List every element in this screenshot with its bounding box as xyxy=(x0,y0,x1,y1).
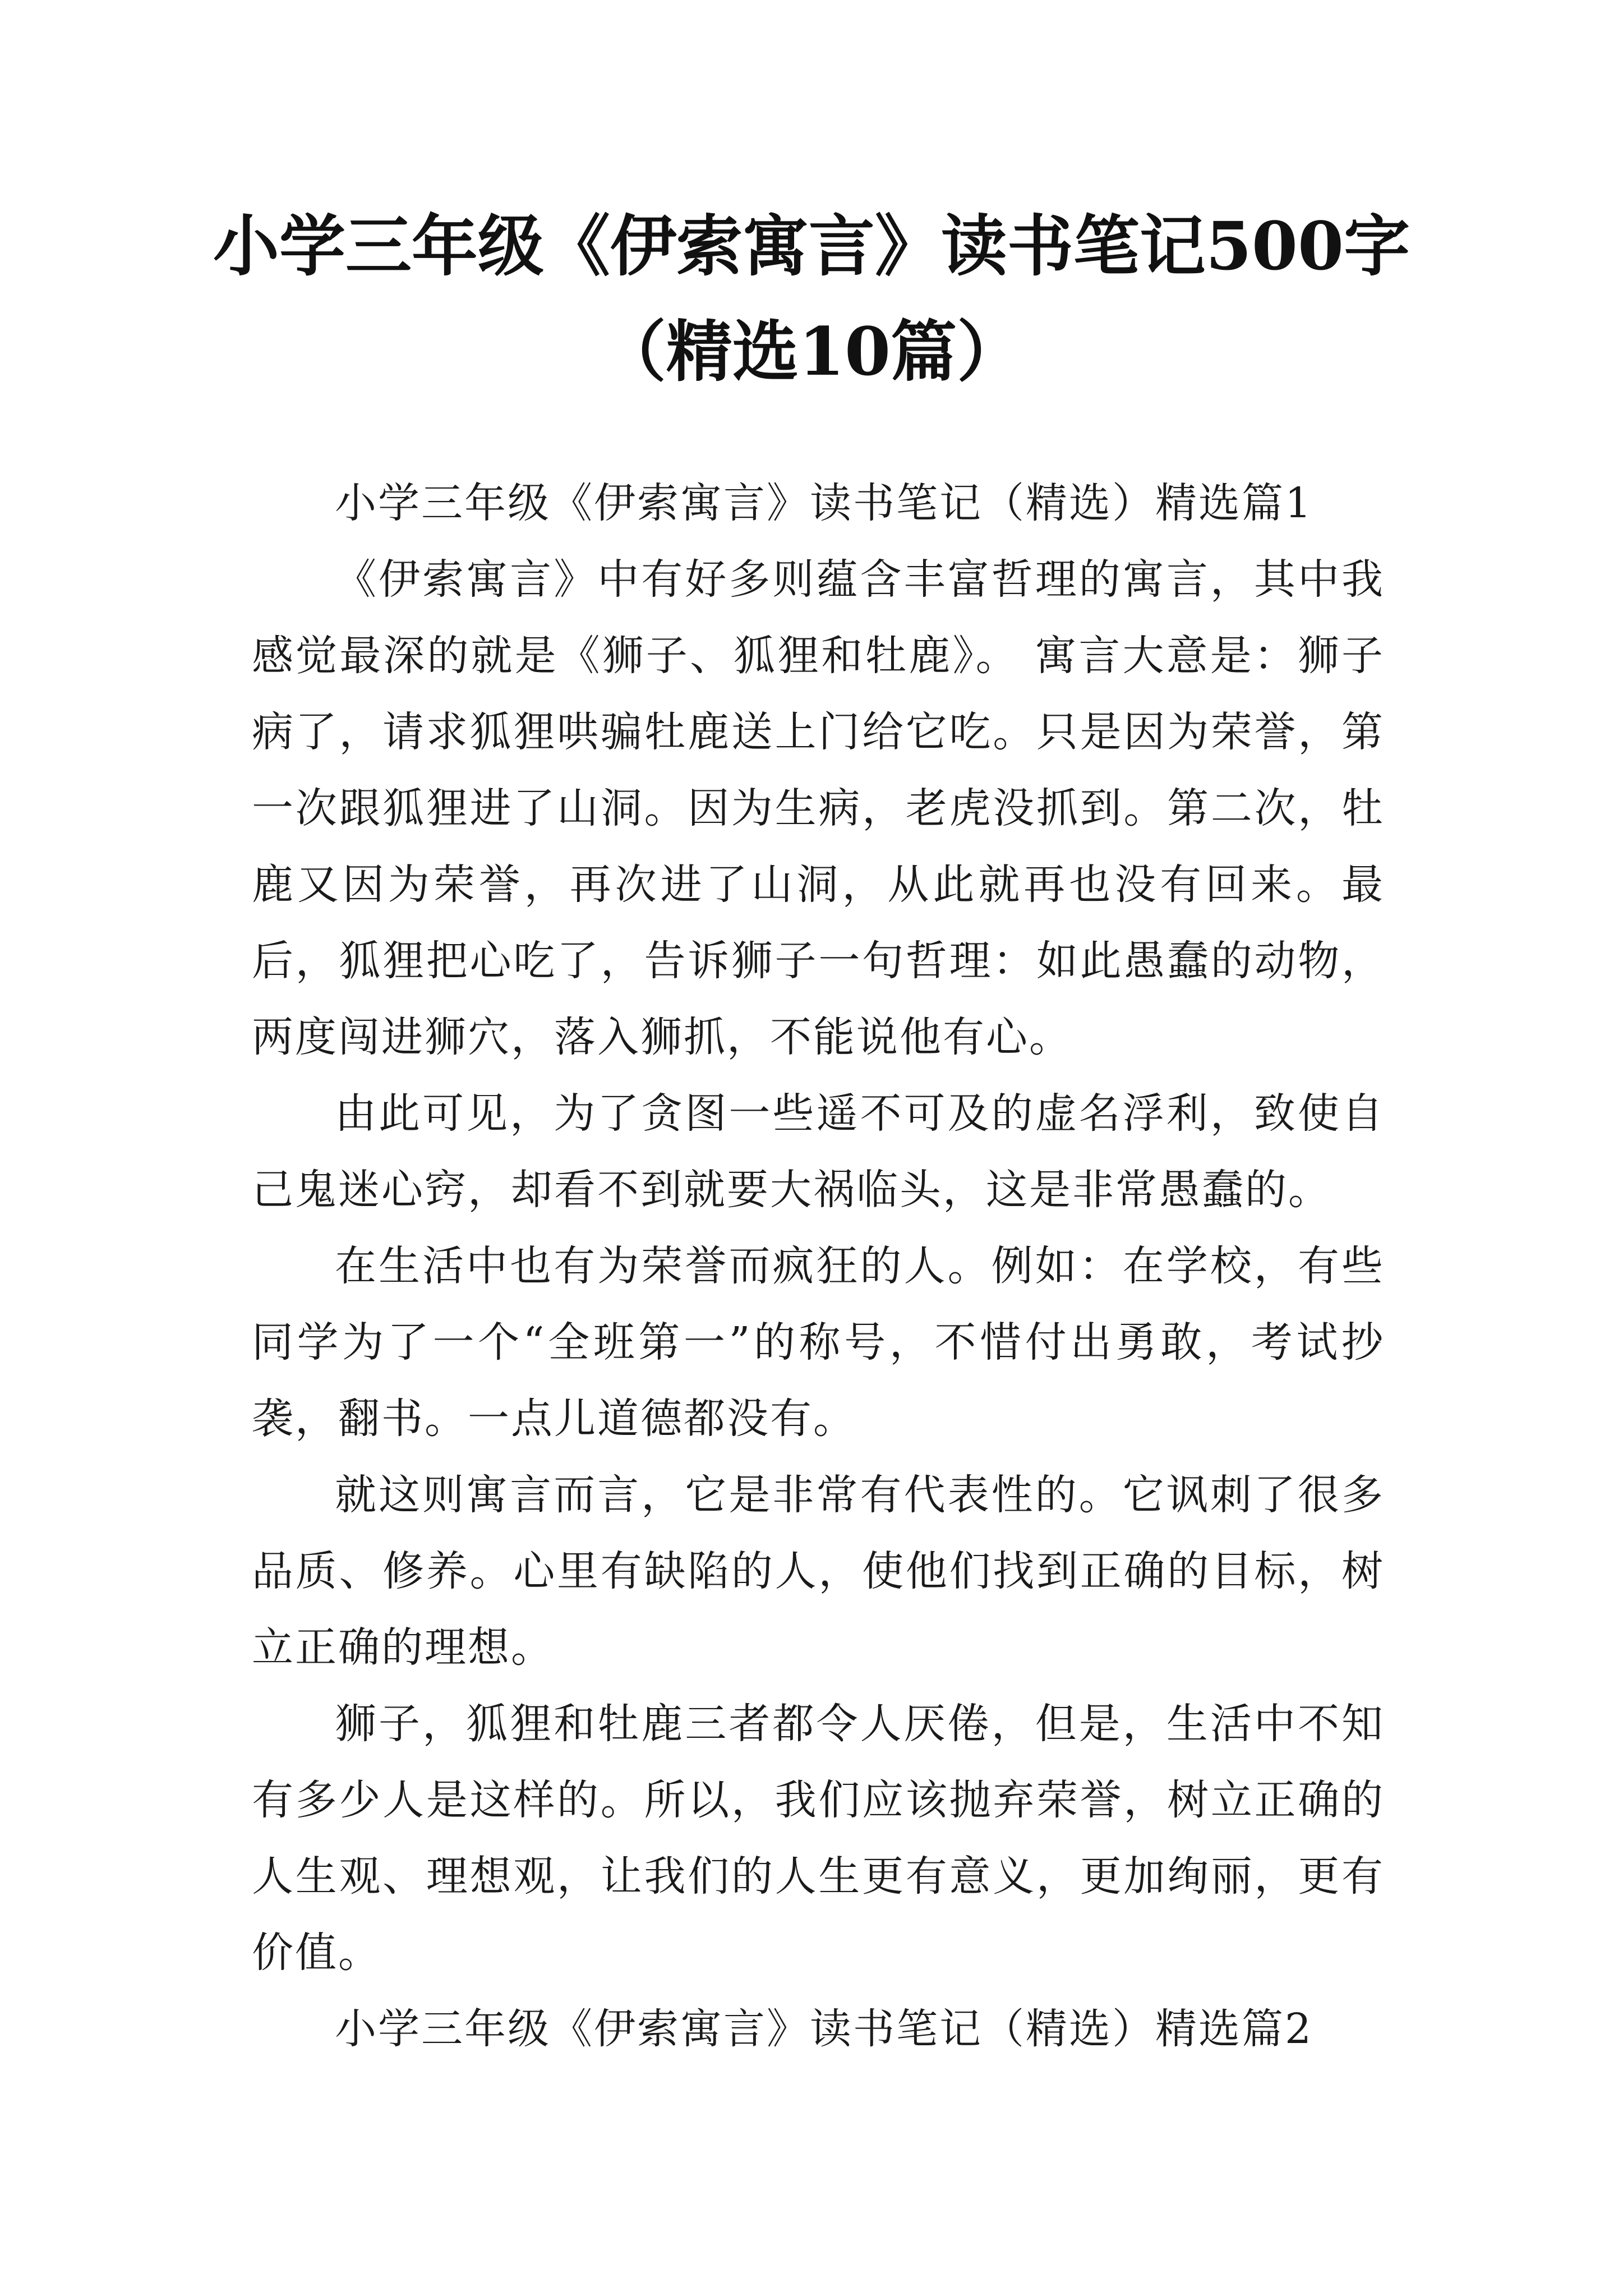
paragraph-1: 《伊索寓言》中有好多则蕴含丰富哲理的寓言，其中我感觉最深的就是《狮子、狐狸和牡鹿》。 寓言大意是：狮子病了，请求狐狸哄骗牡鹿送上门给它吃。只是因为荣誉，第一次跟狐狸进了山洞。因为生病，老虎没抓到。第二次，牡鹿又因为荣誉，再次进了山洞，从此就再也没有回来。最后，狐狸把心吃了，告诉狮子一句哲理：如此愚蠢的动物，两度闯进狮穴，落入狮抓，不能说他有心。 xyxy=(252,555,1385,1061)
paragraph-5: 狮子，狐狸和牡鹿三者都令人厌倦，但是，生活中不知有多少人是这样的。所以，我们应该抛弃荣誉，树立正确的人生观、理想观，让我们的人生更有意义，更加绚丽，更有价值。 xyxy=(252,1700,1385,1977)
section-heading-2: 小学三年级《伊索寓言》读书笔记（精选）精选篇2 xyxy=(335,2005,1313,2053)
document-title xyxy=(168,194,1455,404)
paragraph-4: 就这则寓言而言，它是非常有代表性的。它讽刺了很多品质、修养。心里有缺陷的人，使他们找到正确的目标，树立正确的理想。 xyxy=(252,1471,1385,1672)
paragraph-3: 在生活中也有为荣誉而疯狂的人。例如：在学校，有些同学为了一个“全班第一”的称号，不惜付出勇敢，考试抄袭，翻书。一点儿道德都没有。 xyxy=(252,1242,1385,1443)
title-line-2: （精选10篇） xyxy=(600,312,1023,390)
title-line-1: 小学三年级《伊索寓言》读书笔记500字 xyxy=(213,207,1410,285)
paragraph-2: 由此可见，为了贪图一些遥不可及的虚名浮利，致使自己鬼迷心窍，却看不到就要大祸临头，这是非常愚蠢的。 xyxy=(252,1089,1385,1214)
section-heading-1: 小学三年级《伊索寓言》读书笔记（精选）精选篇1 xyxy=(335,479,1313,527)
document-body xyxy=(252,465,1385,2067)
